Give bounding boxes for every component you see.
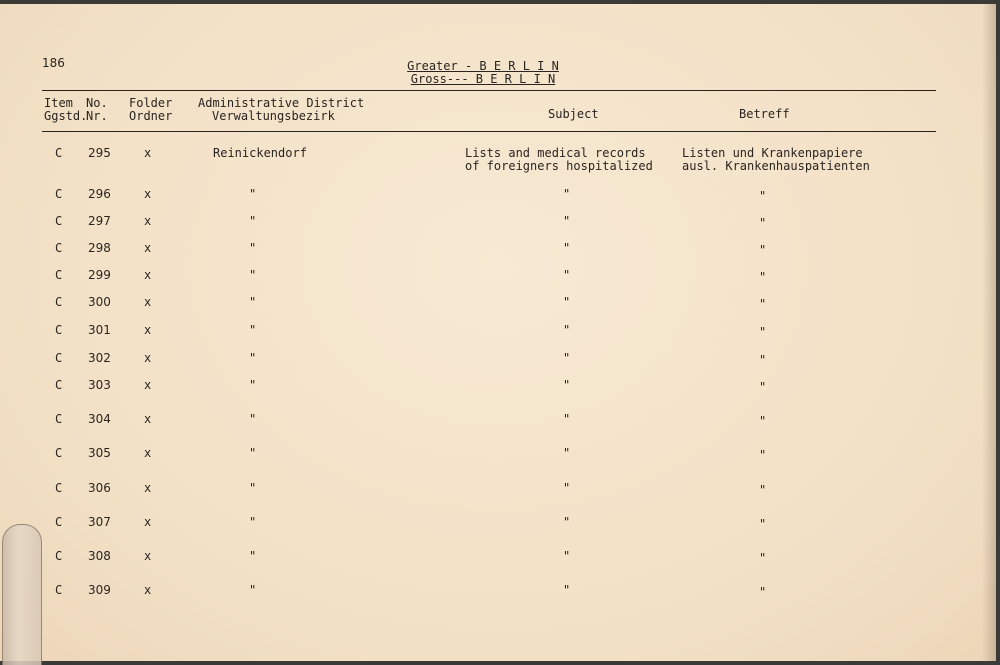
cell-subject: " [563, 187, 571, 201]
header-district [198, 97, 364, 123]
cell-subject: of foreigners hospitalized [465, 159, 653, 173]
cell-district: " [249, 323, 257, 337]
cell-betreff: " [759, 243, 767, 257]
cell-betreff: " [759, 414, 767, 428]
cell-subject: " [563, 583, 571, 597]
cell-folder: x [144, 412, 152, 426]
header-district-de: Verwaltungsbezirk [212, 109, 335, 123]
cell-no: 296 [88, 187, 111, 201]
cell-subject: Lists and medical records [465, 146, 646, 160]
cell-subject: " [563, 378, 571, 392]
cell-subject: " [563, 241, 571, 255]
cell-folder: x [144, 187, 152, 201]
cell-subject: " [563, 481, 571, 495]
cell-district: Reinickendorf [213, 146, 307, 160]
cell-no: 306 [88, 481, 111, 495]
header-no-de: Nr. [86, 109, 108, 123]
cell-district: " [249, 549, 257, 563]
cell-district: " [249, 481, 257, 495]
cell-item: C [55, 549, 63, 563]
cell-betreff: " [759, 551, 767, 565]
cell-item: C [55, 412, 63, 426]
cell-subject: " [563, 446, 571, 460]
header-item-en: Item [44, 96, 73, 110]
header-item [44, 97, 87, 123]
cell-subject: " [563, 214, 571, 228]
cell-item: C [55, 378, 63, 392]
cell-betreff: ausl. Krankenhauspatienten [682, 159, 870, 173]
cell-item: C [55, 481, 63, 495]
cell-folder: x [144, 549, 152, 563]
cell-folder: x [144, 481, 152, 495]
cell-item: C [55, 515, 63, 529]
cell-no: 309 [88, 583, 111, 597]
cell-folder: x [144, 146, 152, 160]
cell-no: 305 [88, 446, 111, 460]
header-rule-bottom [42, 131, 936, 132]
cell-item: C [55, 214, 63, 228]
cell-district: " [249, 214, 257, 228]
cell-subject: " [563, 515, 571, 529]
cell-item: C [55, 187, 63, 201]
header-no-en: No. [86, 96, 108, 110]
header-folder-en: Folder [129, 96, 173, 110]
header-subject: Subject [548, 107, 599, 121]
header-no [86, 97, 108, 123]
cell-folder: x [144, 378, 152, 392]
cell-district: " [249, 583, 257, 597]
cell-betreff: " [759, 517, 767, 531]
cell-item: C [55, 295, 63, 309]
cell-subject: " [563, 412, 571, 426]
cell-betreff: " [759, 297, 767, 311]
header-betreff: Betreff [739, 107, 790, 121]
cell-betreff: " [759, 585, 767, 599]
header-item-de: Ggstd. [44, 109, 88, 123]
cell-betreff: " [759, 483, 767, 497]
document-page [0, 4, 996, 661]
cell-item: C [55, 146, 63, 160]
cell-no: 302 [88, 351, 111, 365]
cell-district: " [249, 412, 257, 426]
cell-subject: " [563, 549, 571, 563]
cell-item: C [55, 268, 63, 282]
cell-betreff: " [759, 189, 767, 203]
cell-subject: " [563, 323, 571, 337]
cell-betreff: " [759, 325, 767, 339]
cell-subject: " [563, 351, 571, 365]
cell-district: " [249, 268, 257, 282]
cell-folder: x [144, 241, 152, 255]
header-folder [129, 97, 172, 123]
header-district-en: Administrative District [198, 96, 365, 110]
header-rule-top [42, 90, 936, 91]
cell-item: C [55, 241, 63, 255]
cell-item: C [55, 583, 63, 597]
cell-item: C [55, 351, 63, 365]
cell-folder: x [144, 583, 152, 597]
cell-no: 301 [88, 323, 111, 337]
title-line-1 [383, 59, 583, 73]
cell-betreff: " [759, 380, 767, 394]
page-edge-shadow [982, 4, 996, 661]
cell-folder: x [144, 515, 152, 529]
cell-no: 304 [88, 412, 111, 426]
cell-district: " [249, 241, 257, 255]
cell-betreff: Listen und Krankenpapiere [682, 146, 863, 160]
cell-subject: " [563, 268, 571, 282]
cell-no: 307 [88, 515, 111, 529]
cell-district: " [249, 378, 257, 392]
cell-no: 300 [88, 295, 111, 309]
cell-no: 295 [88, 146, 111, 160]
cell-district: " [249, 515, 257, 529]
cell-folder: x [144, 323, 152, 337]
title-greater: Greater - B E R L I N [407, 59, 559, 73]
cell-district: " [249, 295, 257, 309]
cell-subject: " [563, 295, 571, 309]
cell-betreff: " [759, 216, 767, 230]
title-gross: Gross--- B E R L I N [410, 72, 556, 86]
cell-no: 297 [88, 214, 111, 228]
cell-district: " [249, 351, 257, 365]
cell-folder: x [144, 295, 152, 309]
thumb-shape [2, 524, 42, 665]
cell-folder: x [144, 268, 152, 282]
cell-district: " [249, 187, 257, 201]
cell-no: 303 [88, 378, 111, 392]
page-number: 186 [42, 56, 65, 70]
cell-betreff: " [759, 448, 767, 462]
header-folder-de: Ordner [129, 109, 173, 123]
cell-no: 308 [88, 549, 111, 563]
cell-no: 298 [88, 241, 111, 255]
cell-folder: x [144, 214, 152, 228]
title-line-2 [383, 72, 583, 86]
cell-folder: x [144, 351, 152, 365]
cell-folder: x [144, 446, 152, 460]
cell-item: C [55, 446, 63, 460]
cell-betreff: " [759, 353, 767, 367]
cell-no: 299 [88, 268, 111, 282]
cell-item: C [55, 323, 63, 337]
cell-district: " [249, 446, 257, 460]
cell-betreff: " [759, 270, 767, 284]
